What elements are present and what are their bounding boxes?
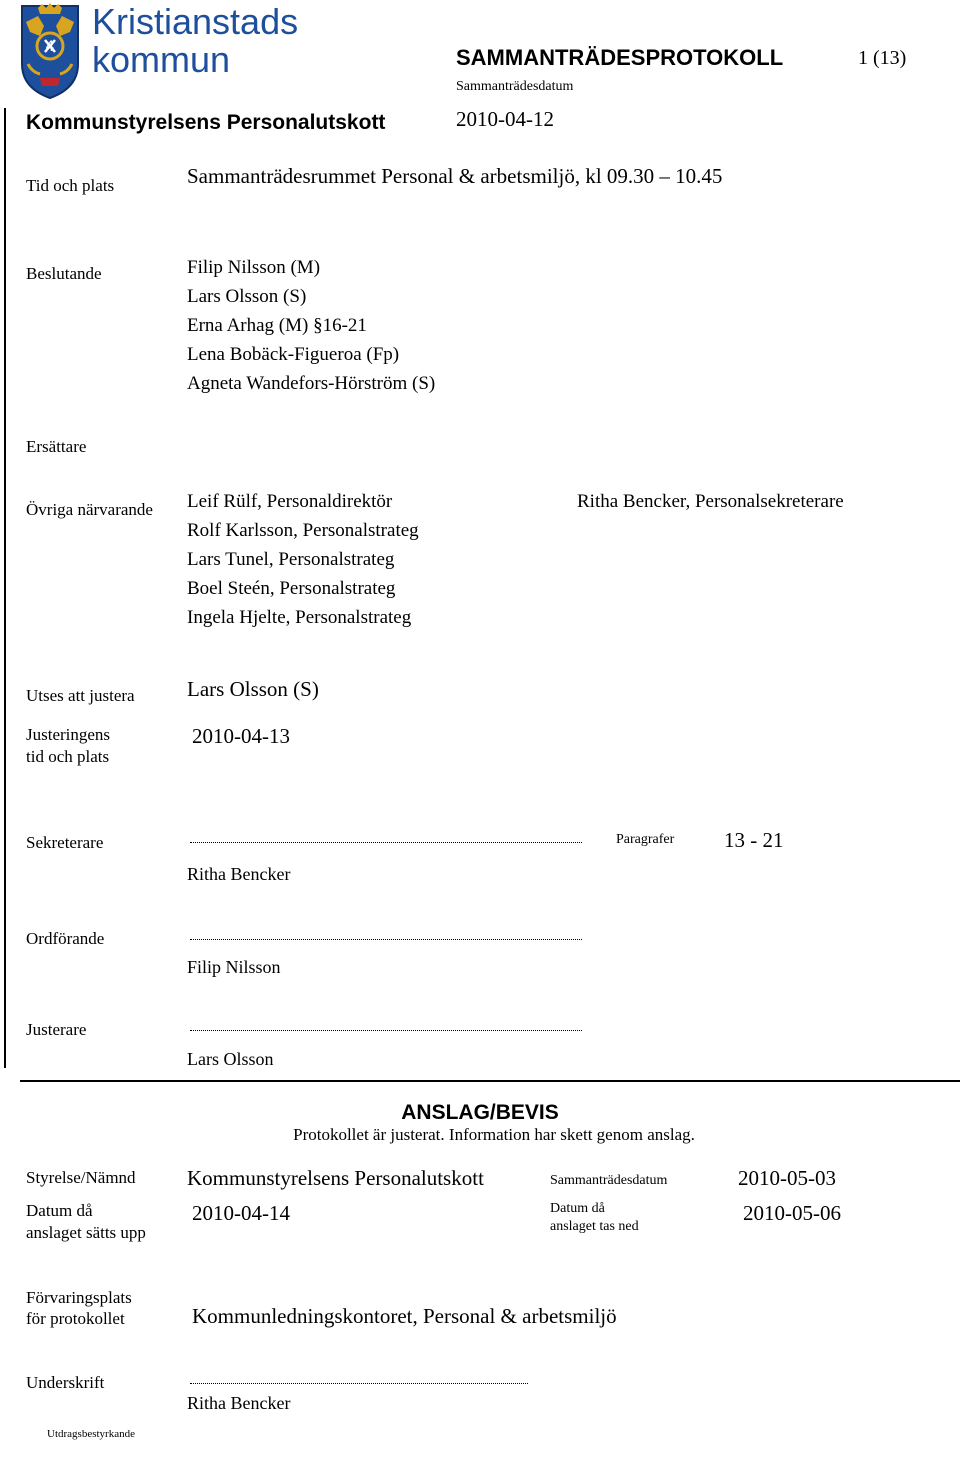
list-item: Lena Bobäck-Figueroa (Fp) [187, 344, 400, 365]
posted-date-label-2: anslaget sätts upp [26, 1223, 146, 1242]
signature-name: Ritha Bencker [187, 1393, 291, 1413]
others-present-list [187, 487, 419, 632]
adjust-time-value: 2010-04-13 [192, 724, 290, 748]
others-present-label: Övriga närvarande [26, 500, 153, 519]
svg-text:4: 4 [45, 39, 55, 55]
adjuster-signature-line [190, 1030, 582, 1031]
list-item: Leif Rülf, Personaldirektör [187, 491, 393, 512]
extract-certification-label: Utdragsbestyrkande [47, 1428, 135, 1440]
page-number: 1 (13) [858, 47, 907, 69]
removed-date: 2010-05-06 [743, 1201, 841, 1225]
adjust-time-label-2: tid och plats [26, 747, 110, 766]
board-value: Kommunstyrelsens Personalutskott [187, 1166, 484, 1190]
notice-subtitle: Protokollet är justerat. Information har skett genom anslag. [293, 1125, 695, 1144]
removed-date-label-1: Datum då [550, 1201, 605, 1216]
posted-date: 2010-04-14 [192, 1201, 290, 1225]
adjuster-signature-name: Lars Olsson [187, 1049, 274, 1069]
board-label: Styrelse/Nämnd [26, 1168, 136, 1187]
meeting-date-label: Sammanträdesdatum [456, 79, 574, 94]
others-present-list-2 [577, 487, 844, 516]
posted-date-label-1: Datum då [26, 1201, 93, 1220]
list-item: Lars Olsson (S) [187, 286, 307, 307]
notice-signature-line [190, 1383, 528, 1384]
storage-value: Kommunledningskontoret, Personal & arbetsmiljö [192, 1304, 617, 1328]
document-type-title: SAMMANTRÄDESPROTOKOLL [456, 45, 784, 70]
signature-label: Underskrift [26, 1373, 105, 1392]
paragraphs-label: Paragrafer [616, 832, 675, 847]
time-place-value: Sammanträdesrummet Personal & arbetsmiljö, kl 09.30 – 10.45 [187, 164, 723, 188]
chair-label: Ordförande [26, 929, 105, 948]
adjuster-label: Utses att justera [26, 686, 135, 705]
chair-name: Filip Nilsson [187, 957, 281, 977]
logo-name-line2: kommun [92, 39, 231, 80]
list-item: Erna Arhag (M) §16-21 [187, 315, 367, 336]
secretary-name: Ritha Bencker [187, 864, 291, 884]
logo-name-line1: Kristianstads [92, 1, 299, 42]
municipality-crest-logo [18, 2, 82, 100]
storage-label-2: för protokollet [26, 1309, 125, 1328]
decision-makers-label: Beslutande [26, 264, 102, 283]
storage-label-1: Förvaringsplats [26, 1288, 132, 1307]
notice-meeting-date: 2010-05-03 [738, 1166, 836, 1190]
removed-date-label-2: anslaget tas ned [550, 1219, 639, 1234]
list-item: Ritha Bencker, Personalsekreterare [577, 491, 844, 512]
substitutes-label: Ersättare [26, 437, 87, 456]
list-item: Lars Tunel, Personalstrateg [187, 549, 395, 570]
list-item: Ingela Hjelte, Personalstrateg [187, 607, 412, 628]
decision-makers-list [187, 253, 435, 398]
list-item: Boel Steén, Personalstrateg [187, 578, 396, 599]
list-item: Agneta Wandefors-Hörström (S) [187, 373, 436, 394]
adjust-time-label-1: Justeringens [26, 725, 111, 744]
meeting-date: 2010-04-12 [456, 107, 554, 131]
section-divider [20, 1080, 960, 1082]
paragraphs-value: 13 - 21 [724, 828, 784, 852]
notice-meeting-date-label: Sammanträdesdatum [550, 1173, 668, 1188]
committee-name: Kommunstyrelsens Personalutskott [26, 111, 386, 134]
secretary-signature-line [190, 842, 582, 843]
chair-signature-line [190, 939, 582, 940]
left-margin-line [4, 108, 6, 1068]
time-place-label: Tid och plats [26, 176, 115, 195]
notice-title: ANSLAG/BEVIS [401, 1101, 559, 1124]
list-item: Rolf Karlsson, Personalstrateg [187, 520, 419, 541]
list-item: Filip Nilsson (M) [187, 257, 321, 278]
secretary-label: Sekreterare [26, 833, 104, 852]
adjuster-value: Lars Olsson (S) [187, 677, 319, 701]
adjuster-signature-label: Justerare [26, 1020, 87, 1039]
